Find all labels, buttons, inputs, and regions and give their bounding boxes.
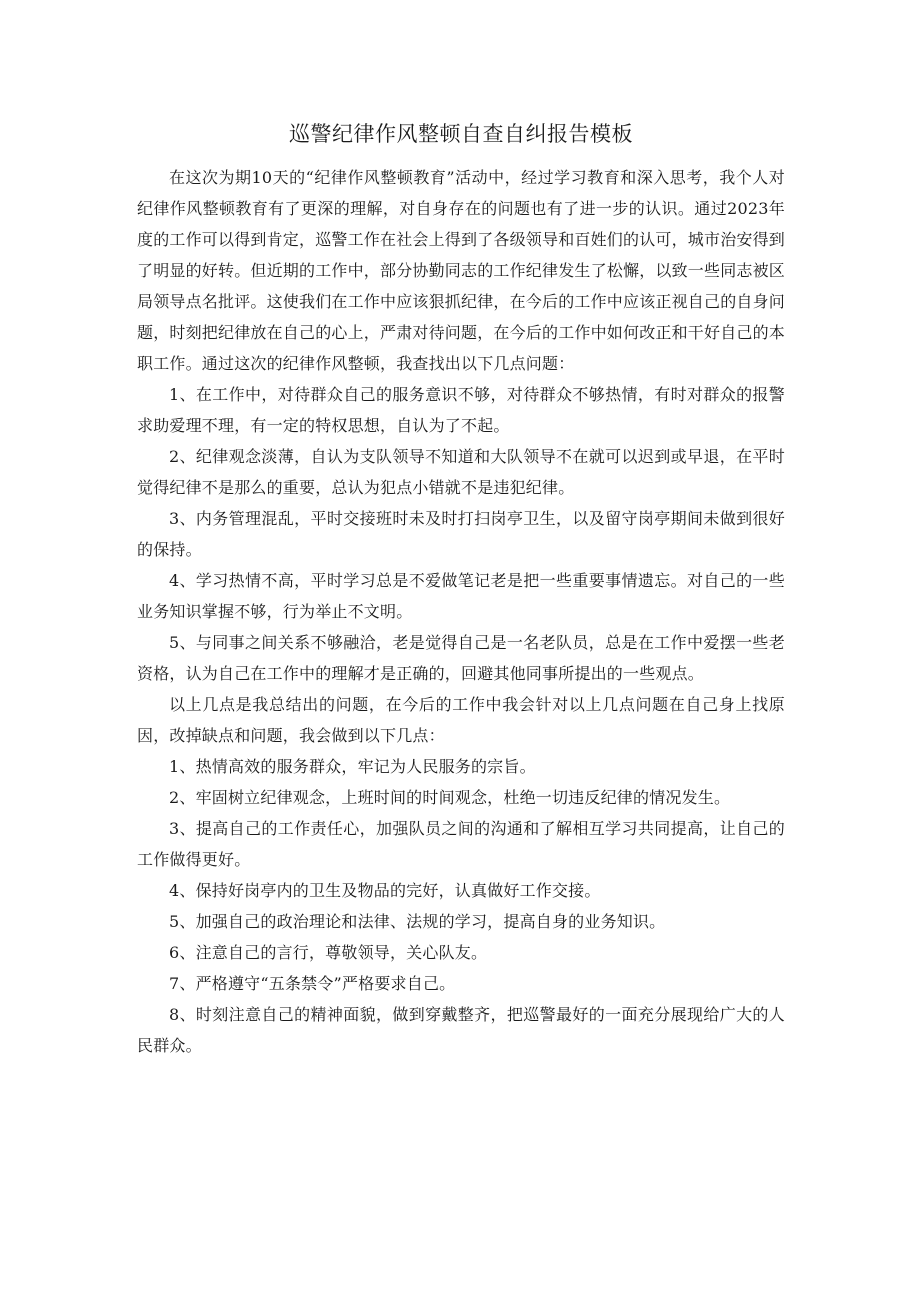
document-title: 巡警纪律作风整顿自查自纠报告模板 — [289, 122, 633, 146]
issue-item: 2、纪律观念淡薄，自认为支队领导不知道和大队领导不在就可以迟到或早退，在平时觉得纪律不是那么的重要，总认为犯点小错就不是违犯纪律。 — [137, 447, 785, 497]
issue-item: 1、在工作中，对待群众自己的服务意识不够，对待群众不够热情，有时对群众的报警求助爱理不理，有一定的特权思想，自认为了不起。 — [137, 385, 785, 435]
measure-item: 2、牢固树立纪律观念，上班时间的时间观念，杜绝一切违反纪律的情况发生。 — [169, 788, 731, 807]
issue-item: 5、与同事之间关系不够融洽，老是觉得自己是一名老队员，总是在工作中爱摆一些老资格，认为自己在工作中的理解才是正确的，回避其他同事所提出的一些观点。 — [137, 633, 785, 683]
measure-item: 4、保持好岗亭内的卫生及物品的完好，认真做好工作交接。 — [169, 881, 601, 900]
document-page — [137, 118, 785, 1061]
issue-item: 3、内务管理混乱，平时交接班时未及时打扫岗亭卫生，以及留守岗亭期间未做到很好的保持。 — [137, 509, 785, 559]
measures-list — [137, 751, 785, 1061]
issue-item: 4、学习热情不高，平时学习总是不爱做笔记老是把一些重要事情遗忘。对自己的一些业务知识掌握不够，行为举止不文明。 — [137, 571, 785, 621]
measure-item: 7、严格遵守“五条禁令”严格要求自己。 — [169, 974, 456, 993]
measure-item: 5、加强自己的政治理论和法律、法规的学习，提高自身的业务知识。 — [169, 912, 666, 931]
measure-item: 8、时刻注意自己的精神面貌，做到穿戴整齐，把巡警最好的一面充分展现给广大的人民群众。 — [137, 1005, 785, 1055]
intro-paragraph: 在这次为期10天的“纪律作风整顿教育”活动中，经过学习教育和深入思考，我个人对纪律作风整顿教育有了更深的理解，对自身存在的问题也有了进一步的认识。通过2023年度的工作可以得到肯定，巡警工作在社会上得到了各级领导和百姓们的认可，城市治安得到了明显的好转。但近期的工作中，部分协勤同志的工作纪律发生了松懈，以致一些同志被区局领导点名批评。这使我们在工作中应该狠抓纪律，在今后的工作中应该正视自己的自身问题，时刻把纪律放在自己的心上，严肃对待问题，在今后的工作中如何改正和干好自己的本职工作。通过这次的纪律作风整顿，我查找出以下几点问题： — [137, 168, 786, 373]
issues-list — [137, 379, 785, 689]
measure-item: 3、提高自己的工作责任心，加强队员之间的沟通和了解相互学习共同提高，让自己的工作做得更好。 — [137, 819, 785, 869]
measure-item: 6、注意自己的言行，尊敬领导，关心队友。 — [169, 943, 488, 962]
transition-paragraph: 以上几点是我总结出的问题，在今后的工作中我会针对以上几点问题在自己身上找原因，改掉缺点和问题，我会做到以下几点： — [137, 695, 785, 745]
measure-item: 1、热情高效的服务群众，牢记为人民服务的宗旨。 — [169, 757, 536, 776]
